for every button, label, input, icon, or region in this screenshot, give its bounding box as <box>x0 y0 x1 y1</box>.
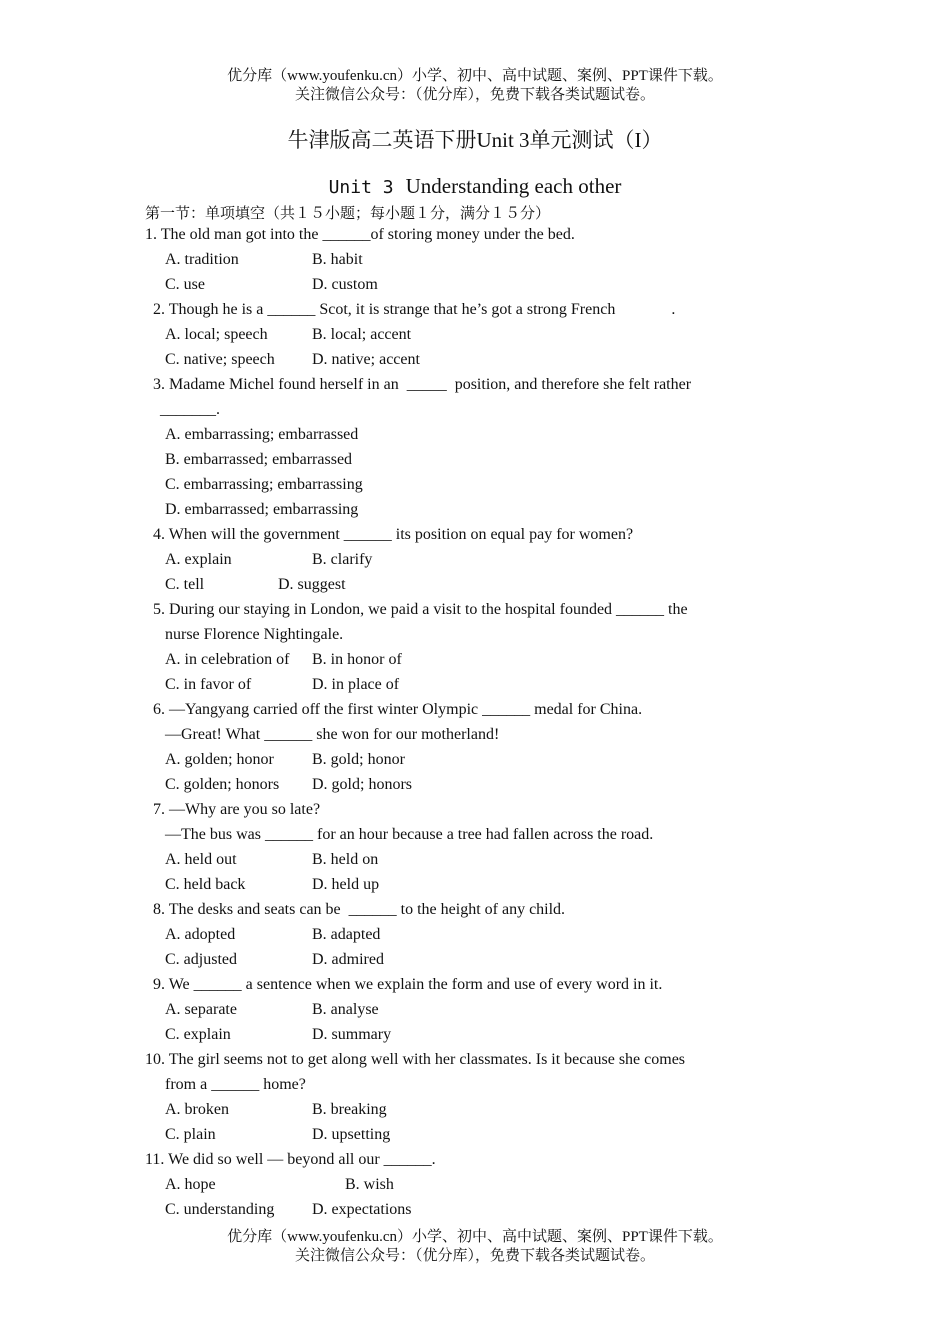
question-6-text: 6. —Yangyang carried off the first winter Olympic ______ medal for China. <box>153 701 643 718</box>
question-11-option-d: D. expectations <box>312 1201 412 1218</box>
question-10-option-b: B. breaking <box>312 1101 387 1118</box>
unit-subtitle <box>0 174 950 199</box>
question-3-text-line-2: _______. <box>160 401 220 418</box>
question-9-option-c: C. explain <box>165 1026 231 1043</box>
question-3-text: 3. Madame Michel found herself in an _____ position, and therefore she felt rather <box>153 376 692 393</box>
question-2-option-d: D. native; accent <box>312 351 420 368</box>
question-7-option-d: D. held up <box>312 876 380 893</box>
question-10-option-a: A. broken <box>165 1101 229 1118</box>
question-8-option-b: B. adapted <box>312 926 381 943</box>
question-8-text: 8. The desks and seats can be ______ to the height of any child. <box>153 901 566 918</box>
question-6-text-line-2: —Great! What ______ she won for our motherland! <box>165 726 500 743</box>
question-8-option-c: C. adjusted <box>165 951 237 968</box>
question-11-option-b: B. wish <box>345 1176 394 1193</box>
question-5-text: 5. During our staying in London, we paid a visit to the hospital founded ______ the <box>153 601 688 618</box>
question-11-text: 11. We did so well — beyond all our ______. <box>145 1151 436 1168</box>
question-1-option-a: A. tradition <box>165 251 239 268</box>
footer-line-1: 优分库（www.youfenku.cn）小学、初中、高中试题、案例、PPT课件下载。 <box>227 1229 723 1245</box>
question-5-option-c: C. in favor of <box>165 676 252 693</box>
question-2-text: 2. Though he is a ______ Scot, it is strange that he’s got a strong French . <box>153 301 676 318</box>
question-1-option-d: D. custom <box>312 276 378 293</box>
question-10-text: 10. The girl seems not to get along well with her classmates. Is it because she comes <box>145 1051 686 1068</box>
question-4-option-d: D. suggest <box>278 576 346 593</box>
question-7-option-b: B. held on <box>312 851 379 868</box>
question-4-option-c: C. tell <box>165 576 205 593</box>
unit-name: Understanding each other <box>405 174 622 198</box>
question-7-option-a: A. held out <box>165 851 237 868</box>
header-line-2: 关注微信公众号：（优分库），免费下载各类试题试卷。 <box>294 87 655 103</box>
question-6-option-c: C. golden; honors <box>165 776 280 793</box>
question-2-option-a: A. local; speech <box>165 326 268 343</box>
section-heading: 第一节：单项填空（共１５小题；每小题１分，满分１５分） <box>145 206 551 222</box>
question-4-option-a: A. explain <box>165 551 232 568</box>
question-1-option-b: B. habit <box>312 251 363 268</box>
header-line-1: 优分库（www.youfenku.cn）小学、初中、高中试题、案例、PPT课件下载。 <box>227 68 723 84</box>
unit-number: Unit 3 <box>328 177 394 198</box>
question-7-option-c: C. held back <box>165 876 246 893</box>
question-11-option-c: C. understanding <box>165 1201 275 1218</box>
question-11-option-a: A. hope <box>165 1176 216 1193</box>
question-5-option-d: D. in place of <box>312 676 400 693</box>
question-1-text: 1. The old man got into the ______of storing money under the bed. <box>145 226 575 243</box>
question-3-option-c: C. embarrassing; embarrassing <box>165 476 363 493</box>
question-4-text: 4. When will the government ______ its position on equal pay for women? <box>153 526 634 543</box>
question-8-option-d: D. admired <box>312 951 384 968</box>
question-5-text-line-2: nurse Florence Nightingale. <box>165 626 344 643</box>
question-3-option-b: B. embarrassed; embarrassed <box>165 451 353 468</box>
question-7-text-line-2: —The bus was ______ for an hour because a tree had fallen across the road. <box>165 826 654 843</box>
question-3-option-d: D. embarrassed; embarrassing <box>165 501 359 518</box>
question-9-option-b: B. analyse <box>312 1001 379 1018</box>
question-3-option-a: A. embarrassing; embarrassed <box>165 426 359 443</box>
footer-line-2: 关注微信公众号：（优分库），免费下载各类试题试卷。 <box>294 1248 655 1264</box>
page-title: 牛津版高二英语下册Unit 3单元测试（I） <box>287 128 663 152</box>
question-1-option-c: C. use <box>165 276 205 293</box>
question-9-option-d: D. summary <box>312 1026 392 1043</box>
question-6-option-d: D. gold; honors <box>312 776 412 793</box>
question-4-option-b: B. clarify <box>312 551 373 568</box>
question-6-option-a: A. golden; honor <box>165 751 274 768</box>
question-10-text-line-2: from a ______ home? <box>165 1076 306 1093</box>
question-9-text: 9. We ______ a sentence when we explain the form and use of every word in it. <box>153 976 663 993</box>
question-10-option-c: C. plain <box>165 1126 216 1143</box>
question-7-text: 7. —Why are you so late? <box>153 801 321 818</box>
question-5-option-b: B. in honor of <box>312 651 402 668</box>
question-8-option-a: A. adopted <box>165 926 236 943</box>
question-2-option-c: C. native; speech <box>165 351 275 368</box>
question-10-option-d: D. upsetting <box>312 1126 391 1143</box>
question-6-option-b: B. gold; honor <box>312 751 405 768</box>
question-5-option-a: A. in celebration of <box>165 651 290 668</box>
question-2-option-b: B. local; accent <box>312 326 412 343</box>
question-9-option-a: A. separate <box>165 1001 237 1018</box>
